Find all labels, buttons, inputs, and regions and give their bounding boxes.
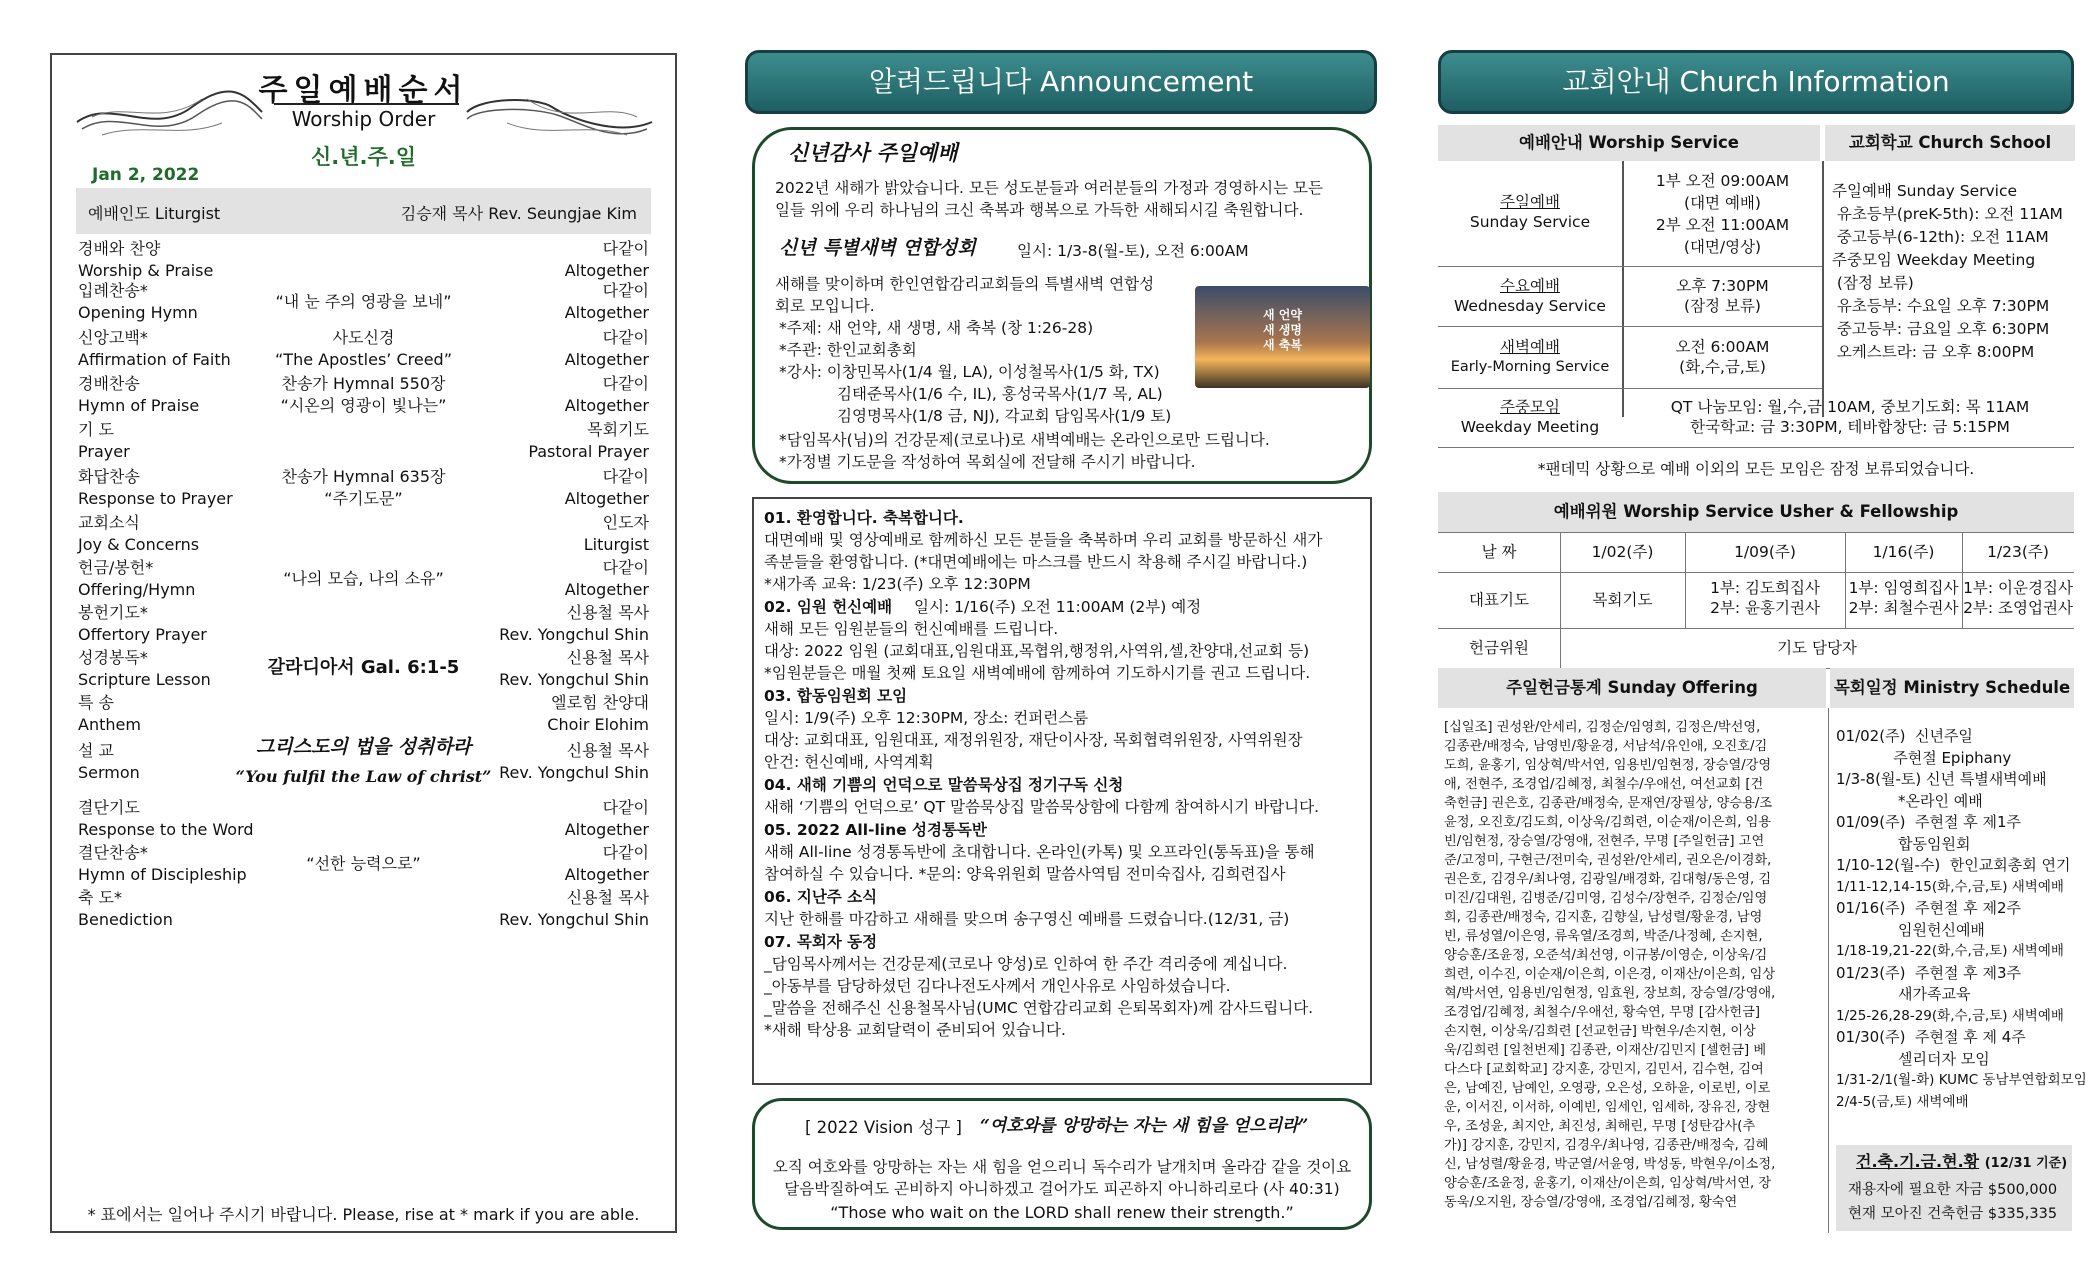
worship-item-detail	[78, 557, 649, 590]
item-korean: 기 도	[78, 420, 114, 439]
announcement-header: 알려드립니다 Announcement	[745, 50, 1377, 114]
usher-col-header: 1/09(주)	[1734, 543, 1796, 561]
title-underline	[274, 103, 459, 105]
ministry-line: 주현절 Epiphany	[1836, 748, 2012, 767]
leader-korean: 신용철 목사	[566, 648, 649, 667]
image-caption: 새 생명	[1263, 323, 1302, 337]
offering-header: 주일헌금통계 Sunday Offering	[1438, 668, 1826, 708]
item-korean: 교회소식	[78, 513, 140, 532]
leader-english: Altogether	[564, 580, 649, 599]
item-korean: 결단찬송*	[78, 843, 148, 862]
worship-item-leader	[499, 602, 649, 646]
worship-item-detail	[78, 373, 649, 417]
service-name: 수요예배	[1500, 277, 1560, 295]
announcement-title: 02. 임원 헌신예배	[764, 598, 893, 616]
item-english: Anthem	[78, 715, 141, 734]
leader-english: Rev. Yongchul Shin	[499, 625, 649, 644]
announcement-line: 새해 ‘기쁨의 언덕으로’ QT 말씀묵상집 말씀묵상함에 다함께 참여하시기 바랍니다.	[764, 798, 1320, 816]
offering-line: 권은호, 김경우/최나영, 김광일/배경화, 김대형/동은영, 김	[1444, 872, 1772, 887]
row-line	[1438, 326, 1822, 327]
offering-line: 희, 김종관/배정숙, 김지훈, 김향실, 남성렬/황윤경, 남영	[1444, 910, 1763, 925]
worship-order-subtitle: Worship Order	[291, 107, 436, 131]
school-line: 중고등부(6-12th): 오전 11AM	[1832, 228, 2049, 246]
announcement-line: _담임목사께서는 건강문제(코로나 양성)로 인하여 한 주간 격리중에 계십니다.	[764, 955, 1288, 973]
vision-label: [ 2022 Vision 성구 ]	[805, 1118, 962, 1137]
ministry-line: 합동임원회	[1836, 834, 1971, 853]
service-time: (대면 예배)	[1684, 194, 1761, 212]
revival-line: *주관: 한인교회총회	[779, 341, 917, 359]
service-name-en: Early-Morning Service	[1450, 359, 1610, 375]
offering-line: 신, 남성렬/황윤경, 박군열/서윤영, 박성동, 박현우/이소정,	[1444, 1157, 1776, 1172]
worship-item-leader	[499, 647, 649, 691]
leader-korean: 다같이	[602, 843, 649, 862]
worship-item-leader	[584, 512, 649, 556]
sunday-theme: 신.년.주.일	[310, 145, 417, 169]
offering-line: 양승훈/조윤정, 윤홍기, 이재산/이은희, 임상혁/박서연, 장	[1444, 1176, 1772, 1191]
item-korean: 신앙고백*	[78, 328, 148, 347]
ministry-line: 1/31-2/1(월-화) KUMC 동남부연합회모임	[1836, 1072, 2087, 1088]
announcement-line: 안건: 헌신예배, 사역계획	[764, 753, 934, 771]
announcement-title: 01. 환영합니다. 축복합니다.	[764, 509, 964, 527]
worship-item	[78, 736, 649, 796]
school-line: 주중모임 Weekday Meeting	[1832, 251, 2036, 269]
offering-line: 욱/김희련 [일천번제] 김종관, 이재산/김민지 [셀헌금] 베	[1444, 1043, 1767, 1058]
service-time: (화,수,금,토)	[1679, 358, 1766, 376]
offering-line: 혁/박서연, 임용빈/임현정, 임효원, 장보희, 장승열/강영애,	[1444, 986, 1776, 1001]
detail-line: 갈라디아서 Gal. 6:1-5	[267, 657, 460, 678]
service-time: (잠정 보류)	[1684, 297, 1761, 315]
item-english: Hymn of Praise	[78, 396, 200, 415]
item-korean: 결단기도	[78, 798, 140, 817]
item-korean: 화답찬송	[78, 467, 140, 486]
service-time: QT 나눔모임: 월,수,금 10AM, 중보기도회: 목 11AM	[1670, 398, 2030, 416]
item-korean: 특 송	[78, 693, 114, 712]
revival-line: *담임목사(님)의 건강문제(코로나)로 새벽예배는 온라인으로만 드립니다.	[779, 431, 1270, 449]
worship-item-leader	[565, 797, 649, 841]
leader-english: Pastoral Prayer	[528, 442, 649, 461]
leader-korean: 다같이	[602, 328, 649, 347]
liturgist-bar	[76, 188, 651, 234]
announcement-title: 07. 목회자 동정	[764, 933, 878, 951]
announcement-title: 05. 2022 All-line 성경통독반	[764, 821, 987, 839]
liturgist-label: 예배인도 Liturgist	[88, 204, 221, 223]
offering-line: 미진/김대원, 김병준/김미영, 김성수/장현주, 김정순/임영	[1444, 891, 1768, 906]
service-name: 새벽예배	[1500, 338, 1560, 356]
church-info-header: 교회안내 Church Information	[1438, 50, 2074, 114]
ministry-line: 1/25-26,28-29(화,수,금,토) 새벽예배	[1836, 1007, 2064, 1024]
usher-col-header: 1/16(주)	[1872, 543, 1935, 561]
leader-english: Liturgist	[583, 535, 649, 554]
building-fund-title: 건.축.기.금.현.황	[1856, 1152, 1980, 1171]
building-fund-box	[1836, 1145, 2072, 1231]
leader-korean: 다같이	[602, 467, 649, 486]
usher-col-header: 1/23(주)	[1987, 543, 2049, 561]
service-time: 오후 7:30PM	[1676, 277, 1769, 295]
worship-item-leader	[565, 466, 649, 510]
building-fund-collected: 현재 모아진 건축헌금 $335,335	[1848, 1206, 2058, 1222]
ministry-line: 01/09(주) 주현절 후 제1주	[1836, 813, 2021, 831]
leader-korean: 다같이	[602, 281, 649, 300]
revival-line: *강사: 이창민목사(1/4 월, LA), 이성철목사(1/5 화, TX)	[779, 363, 1160, 381]
worship-item-leader	[565, 238, 649, 282]
item-english: Response to Prayer	[78, 489, 233, 508]
detail-line: “내 눈 주의 영광을 보네”	[275, 292, 452, 311]
service-name: 주중모임	[1500, 398, 1560, 416]
row-line	[1438, 447, 2074, 448]
worship-item-leader	[499, 740, 649, 784]
announcement-line: 대상: 교회대표, 임원대표, 재정위원장, 재단이사장, 목회협력위원장, 사역위원장	[764, 731, 1303, 749]
item-korean: 입례찬송*	[78, 281, 148, 300]
item-english: Offering/Hymn	[78, 580, 196, 599]
offering-line: 운, 이서진, 이서하, 이예빈, 임세인, 임세하, 장유진, 장현	[1444, 1100, 1771, 1115]
service-name: 주일예배	[1500, 193, 1560, 211]
table-line	[1438, 532, 2074, 533]
announcement-line: 대면예배 및 영상예배로 함께하신 모든 분들을 축복하며 우리 교회를 방문하신 새가	[764, 531, 1323, 549]
ministry-line: 01/23(주) 주현절 후 제3주	[1836, 963, 2021, 982]
leader-korean: 다같이	[602, 374, 649, 393]
table-line	[1438, 572, 2074, 573]
ministry-schedule	[1836, 726, 2087, 1113]
item-english: Prayer	[78, 442, 130, 461]
revival-line: *가정별 기도문을 작성하여 목회실에 전달해 주시기 바랍니다.	[779, 453, 1196, 471]
leader-english: Rev. Yongchul Shin	[499, 670, 649, 689]
revival-line: 회로 모입니다.	[775, 297, 875, 315]
building-fund-need: 재용자에 필요한 자금 $500,000	[1848, 1182, 2058, 1198]
item-korean: 성경봉독*	[78, 648, 148, 667]
worship-item-detail	[78, 238, 649, 249]
item-english: Worship & Praise	[78, 261, 214, 280]
item-english: Response to the Word	[78, 820, 254, 839]
detail-line: 찬송가 Hymnal 550장	[281, 374, 446, 393]
detail-line: 사도신경	[332, 328, 395, 347]
sermon-title: 그리스도의 법을 성취하라	[255, 736, 472, 758]
service-time: 2부 오전 11:00AM	[1655, 216, 1790, 234]
offering-line: 가)] 강지훈, 강민지, 김경우/최나영, 김종관/배정숙, 김혜	[1444, 1138, 1769, 1153]
item-english: Sermon	[78, 763, 140, 782]
worship-order-title: 주일예배순서	[258, 73, 469, 108]
leader-korean: 신용철 목사	[566, 603, 649, 622]
worship-item-leader	[565, 280, 649, 324]
announcement-line: 새해 모든 임원분들의 헌신예배를 드립니다.	[764, 620, 1059, 638]
item-english: Hymn of Discipleship	[78, 865, 247, 884]
item-english: Opening Hymn	[78, 303, 198, 322]
announcement-line: 새해 All-line 성경통독반에 초대합니다. 온라인(카톡) 및 오프라인(통독표)을 통해	[764, 843, 1315, 861]
intro-line: 2022년 새해가 밝았습니다. 모든 성도분들과 여러분들의 가정과 경영하시는 모든	[775, 179, 1323, 197]
ministry-line: 2/4-5(금,토) 새벽예배	[1836, 1093, 1969, 1110]
verse-english: “Those who wait on the LORD shall renew their strength.”	[830, 1203, 1294, 1222]
offering-line: 우, 조성윤, 최지안, 최진성, 최해린, 무명 [성탄감사(추	[1444, 1119, 1756, 1134]
image-caption: 새 축복	[1263, 338, 1302, 352]
announcement-line: 일시: 1/9(주) 오후 12:30PM, 장소: 컨퍼런스룸	[764, 709, 1089, 727]
detail-line: “시온의 영광이 빛나는”	[280, 396, 447, 415]
item-korean: 봉헌기도*	[78, 603, 148, 622]
item-korean: 경배찬송	[78, 374, 140, 393]
offering-line: 희련, 이수진, 이순재/이은희, 이은경, 이재산/이은희, 임상	[1444, 967, 1776, 982]
leader-english: Rev. Yongchul Shin	[499, 910, 649, 929]
item-english: Scripture Lesson	[78, 670, 211, 689]
row-line	[1438, 266, 1822, 267]
announcement-when: 일시: 1/16(주) 오전 11:00AM (2부) 예정	[914, 598, 1202, 616]
service-name-en: Wednesday Service	[1454, 297, 1606, 315]
offering-line: 빈, 류성열/이은영, 류욱열/조경희, 박준/나정혜, 손지현,	[1444, 929, 1763, 944]
leader-korean: 목회기도	[587, 420, 649, 439]
offering-line: 축헌금] 권은호, 김종관/배정숙, 문재연/장필상, 양승용/조	[1444, 796, 1773, 811]
leader-korean: 다같이	[602, 558, 649, 577]
item-korean: 설 교	[78, 741, 114, 760]
leader-korean: 엘로힘 찬양대	[551, 693, 649, 712]
item-korean: 축 도*	[78, 888, 122, 907]
image-caption: 새 언약	[1263, 308, 1302, 322]
worship-item-detail	[78, 280, 649, 313]
item-english: Affirmation of Faith	[78, 350, 231, 369]
worship-item-detail	[78, 327, 649, 371]
worship-item-detail	[78, 797, 649, 808]
offering-line: 애, 전현주, 조경업/김혜정, 최철수/우애선, 여선교회 [건	[1444, 777, 1764, 792]
usher-cell: 1부: 김도희집사	[1710, 579, 1820, 597]
sunrise-image	[1195, 286, 1370, 388]
usher-row-label: 대표기도	[1469, 591, 1529, 609]
usher-cell: 목회기도	[1592, 591, 1653, 609]
item-english: Benediction	[78, 910, 173, 929]
leader-korean: 신용철 목사	[566, 888, 649, 907]
item-korean: 경배와 찬양	[78, 239, 161, 258]
ministry-line: 01/16(주) 주현절 후 제2주	[1836, 899, 2021, 917]
offering-line: 손지현, 이상욱/김희련 [선교헌금] 박현우/손지현, 이상	[1444, 1024, 1756, 1039]
offering-list	[1444, 718, 1826, 1212]
offering-line: 준/고정미, 구현근/전미숙, 권성완/안세리, 권오은/이경화,	[1444, 853, 1772, 868]
announcement-line: *새가족 교육: 1/23(주) 오후 12:30PM	[764, 575, 1031, 593]
usher-col-header: 날 짜	[1481, 543, 1517, 561]
announcement-line: _말씀을 전해주신 신용철목사님(UMC 연합감리교회 은퇴목회자)께 감사드립니다.	[764, 999, 1314, 1017]
offering-line: 윤정, 오진호/김도희, 이상욱/김희련, 이순재/이은희, 임용	[1444, 815, 1772, 830]
offering-line: 조경업/김혜정, 최철수/우애선, 황숙연, 무명 [감사헌금]	[1444, 1005, 1761, 1020]
church-school-header: 교회학교 Church School	[1825, 125, 2075, 161]
detail-line: “The Apostles’ Creed”	[275, 350, 452, 369]
announcement-line: *새해 탁상용 교회달력이 준비되어 있습니다.	[764, 1021, 1066, 1039]
worship-item-leader	[565, 557, 649, 601]
announcement-line: 지난 한해를 마감하고 새해를 맞으며 송구영신 예배를 드렸습니다.(12/31, 금)	[764, 910, 1290, 928]
ministry-line: *온라인 예배	[1836, 791, 1983, 810]
announcement-list-box	[752, 497, 1372, 1085]
worship-item	[78, 887, 649, 943]
verse-line: 달음박질하여도 곤비하지 아니하겠고 걸어가도 피곤하지 아니하리로다 (사 40:31)	[784, 1180, 1340, 1198]
leader-english: Altogether	[564, 489, 649, 508]
offering-line: 양승훈/조윤정, 오준석/최선영, 이규봉/이영순, 이상욱/김	[1444, 948, 1768, 963]
rise-note: * 표에서는 일어나 주시기 바랍니다. Please, rise at * mark if you are able.	[87, 1205, 640, 1224]
dawn-revival-title: 신년 특별새벽 연합성회	[779, 237, 976, 259]
usher-cell: 2부: 윤홍기권사	[1710, 599, 1820, 617]
leader-english: Rev. Yongchul Shin	[499, 763, 649, 782]
revival-line: *주제: 새 언약, 새 생명, 새 축복 (창 1:26-28)	[779, 319, 1094, 337]
ministry-line: 임원헌신예배	[1836, 920, 1985, 939]
announcement-line: _아동부를 담당하셨던 김다나전도사께서 개인사유로 사임하셨습니다.	[764, 977, 1231, 995]
announcement-title: 06. 지난주 소식	[764, 888, 878, 906]
worship-item-leader	[499, 887, 649, 931]
leader-english: Altogether	[564, 820, 649, 839]
worship-service-header: 예배안내 Worship Service	[1438, 125, 1820, 161]
usher-cell: 1부: 이운경집사	[1963, 579, 2073, 597]
worship-item-leader	[528, 419, 649, 463]
item-english: Joy & Concerns	[78, 535, 200, 554]
announcement-line: 족분들을 환영합니다. (*대면예배에는 마스크를 반드시 착용해 주시길 바랍니다.)	[764, 553, 1308, 571]
ministry-line: 01/30(주) 주현절 후 제 4주	[1836, 1028, 2026, 1046]
vision-verse-box	[752, 1098, 1372, 1230]
pandemic-note: *팬데믹 상황으로 예배 이외의 모든 모임은 잠정 보류되었습니다.	[1537, 460, 1975, 478]
new-year-service-box	[752, 127, 1372, 484]
ministry-line: 1/3-8(월-토) 신년 특별새벽예배	[1836, 770, 2047, 788]
announcement-title: 04. 새해 기쁨의 언덕으로 말씀묵상집 정기구독 신청	[764, 776, 1124, 794]
worship-item-detail	[78, 842, 649, 875]
offering-line: 다스다 [교회학교] 강지훈, 강민지, 김민서, 김수현, 김여	[1444, 1062, 1764, 1077]
offering-line: [십일조] 권성완/안세리, 김정순/임영희, 김정은/박선영,	[1444, 720, 1761, 735]
ministry-line: 1/11-12,14-15(화,수,금,토) 새벽예배	[1836, 878, 2064, 895]
leader-english: Altogether	[564, 396, 649, 415]
ministry-line: 01/02(주) 신년주일	[1836, 727, 1973, 745]
usher-cell: 1부: 임영희집사	[1848, 579, 1959, 597]
intro-line: 일들 위에 우리 하나님의 크신 축복과 행복으로 가득한 새해되시길 축원합니다.	[775, 201, 1304, 219]
detail-line: “나의 모습, 나의 소유”	[283, 569, 444, 588]
leader-korean: 신용철 목사	[566, 741, 649, 760]
service-time: 1부 오전 09:00AM	[1655, 172, 1790, 190]
worship-item-leader	[565, 373, 649, 417]
school-line: 유초등부: 수요일 오후 7:30PM	[1832, 297, 2050, 315]
new-year-service-title: 신년감사 주일예배	[788, 140, 958, 165]
leader-english: Altogether	[564, 261, 649, 280]
detail-line: 찬송가 Hymnal 635장	[281, 467, 446, 486]
offering-line: 빈/임현정, 장승열/강영애, 전현주, 무명 [주일헌금] 고연	[1444, 834, 1765, 849]
usher-cell: 2부: 조영업권사	[1963, 599, 2073, 617]
offering-line: 동욱/오지원, 장승열/강영애, 조경업/김혜정, 황숙연	[1444, 1195, 1738, 1210]
worship-order-panel	[50, 53, 677, 1233]
announcement-line: 참여하실 수 있습니다. *문의: 양육위원회 말씀사역팀 전미숙집사, 김희련집사	[764, 865, 1286, 883]
announcement-title: 03. 합동임원회 모임	[764, 687, 908, 705]
worship-item-leader	[547, 692, 649, 736]
service-divider	[1622, 161, 1624, 417]
usher-cell: 기도 담당자	[1777, 639, 1857, 657]
offering-line: 김종관/배정숙, 남영빈/황윤경, 서남석/유인애, 오진호/김	[1444, 739, 1768, 754]
school-line: (잠정 보류)	[1832, 274, 1914, 292]
revival-line: 김태준목사(1/6 수, IL), 홍성국목사(1/7 목, AL)	[837, 385, 1163, 403]
usher-header: 예배위원 Worship Service Usher & Fellowship	[1438, 492, 2074, 532]
dawn-revival-when: 일시: 1/3-8(월-토), 오전 6:00AM	[1017, 242, 1249, 260]
ministry-line: 1/18-19,21-22(화,수,금,토) 새벽예배	[1836, 943, 2064, 959]
church-school-list	[1832, 180, 2063, 364]
offering-line: 도희, 윤홍기, 임상혁/박서연, 임용빈/임현정, 장승열/강영	[1444, 758, 1772, 773]
leader-english: Choir Elohim	[547, 715, 649, 734]
worship-item-detail	[78, 466, 649, 510]
table-line	[1438, 628, 2074, 629]
school-line: 중고등부: 금요일 오후 6:30PM	[1832, 320, 2050, 338]
ministry-line: 새가족교육	[1836, 985, 1971, 1003]
school-line: 유초등부(preK-5th): 오전 11AM	[1832, 205, 2063, 223]
usher-col-header: 1/02(주)	[1591, 543, 1654, 561]
offering-line: 은, 남예진, 남예인, 오영광, 오은성, 오하윤, 이로빈, 이로	[1444, 1081, 1771, 1096]
service-name-en: Weekday Meeting	[1460, 418, 1600, 436]
ministry-header: 목회일정 Ministry Schedule	[1830, 668, 2074, 708]
usher-cell: 2부: 최철수권사	[1848, 599, 1959, 617]
school-line: 오케스트라: 금 오후 8:00PM	[1832, 343, 2035, 361]
leader-korean: 다같이	[602, 239, 649, 258]
announcement-line: *임원분들은 매월 첫째 토요일 새벽예배에 함께하여 기도하시기를 권고 드립니다.	[764, 664, 1311, 682]
item-english: Offertory Prayer	[78, 625, 207, 644]
ministry-line: 1/10-12(월-수) 한인교회총회 연기	[1836, 856, 2071, 874]
announcement-line: 대상: 2022 임원 (교회대표,임원대표,목협위,행정위,사역위,셀,찬양대,선교회 등)	[764, 642, 1310, 660]
service-time: 오전 6:00AM	[1675, 338, 1770, 356]
service-name-en: Sunday Service	[1469, 213, 1591, 231]
offering-divider	[1828, 708, 1829, 1233]
detail-line: “주기도문”	[324, 489, 403, 508]
worship-date: Jan 2, 2022	[92, 165, 200, 185]
worship-item-detail	[78, 512, 649, 523]
leader-korean: 인도자	[602, 513, 649, 532]
service-divider	[1822, 161, 1824, 417]
vision-verse-title: “여호와를 앙망하는 자는 새 힘을 얻으리라”	[980, 1116, 1309, 1136]
worship-item-leader	[565, 327, 649, 371]
verse-line: 오직 여호와를 앙망하는 자는 새 힘을 얻으리니 독수리가 날개치며 올라감 같을 것이요	[772, 1158, 1352, 1176]
service-time: 한국학교: 금 3:30PM, 테바합창단: 금 5:15PM	[1690, 418, 2010, 436]
revival-line: 김영명목사(1/8 금, NJ), 각교회 담임목사(1/9 토)	[837, 407, 1172, 425]
leader-english: Altogether	[564, 303, 649, 322]
service-time: (대면/영상)	[1683, 238, 1762, 256]
liturgist-name: 김승재 목사 Rev. Seungjae Kim	[400, 204, 637, 223]
sermon-subtitle: “You fulfil the Law of christ”	[235, 767, 492, 786]
ministry-line: 셀리더자 모임	[1836, 1049, 1990, 1068]
detail-line: “선한 능력으로”	[306, 854, 421, 873]
leader-english: Altogether	[564, 350, 649, 369]
school-line: 주일예배 Sunday Service	[1832, 182, 2018, 200]
leader-korean: 다같이	[602, 798, 649, 817]
usher-row-label: 헌금위원	[1469, 639, 1529, 657]
row-line	[1438, 388, 1822, 389]
leader-english: Altogether	[564, 865, 649, 884]
revival-line: 새해를 맞이하며 한인연합감리교회들의 특별새벽 연합성	[775, 275, 1155, 293]
item-korean: 헌금/봉헌*	[78, 558, 154, 577]
building-fund-date: (12/31 기준)	[1984, 1156, 2068, 1171]
worship-item-leader	[565, 842, 649, 886]
